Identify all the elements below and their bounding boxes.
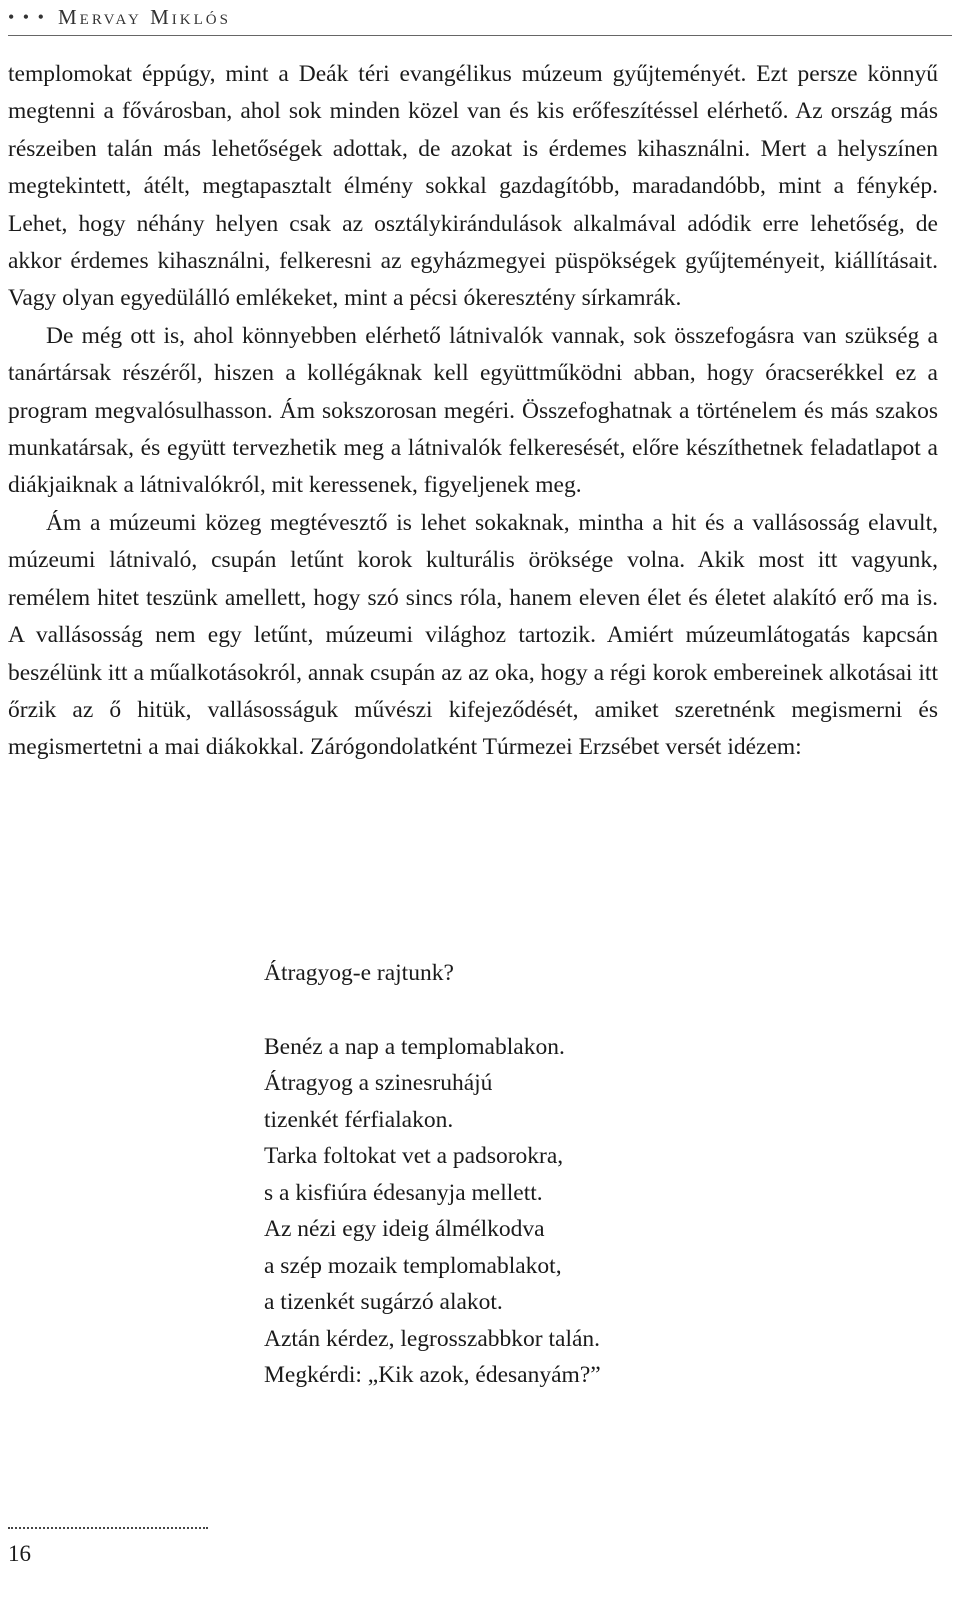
poem-line: a szép mozaik templomablakot, bbox=[264, 1252, 562, 1279]
paragraph-1: templomokat éppúgy, mint a Deák téri evangélikus múzeum gyűjteményét. Ezt persze könnyű megtenni a fővárosban, ahol sok minden közel van és kis erőfeszítéssel elérhető. Az ország más részeiben talán más lehetőségek adottak, de azokat is érdemes kihasználni. Mert a helyszínen megtekintett, átélt, megtapasztalt élmény sokkal gazdagítóbb, maradandóbb, mint a fénykép. Lehet, hogy néhány helyen csak az osztálykirándulások alkalmával adódik erre lehetőség, de akkor érdemes kihasználni, felkeresni az egyházmegyei püspökségek gyűjteményeit, kiállításait. Vagy olyan egyedülálló emlékeket, mint a pécsi ókeresztény sírkamrák. bbox=[8, 61, 938, 312]
poem-line: Megkérdi: „Kik azok, édesanyám?” bbox=[264, 1362, 601, 1388]
poem bbox=[264, 955, 601, 1394]
poem-line: a tizenkét sugárzó alakot. bbox=[264, 1289, 503, 1315]
paragraph-2: De még ott is, ahol könnyebben elérhető látnivalók vannak, sok összefogásra van szükség a tanártársak részéről, hiszen a kollégáknak kell együttműködni abban, hogy óracserékkel ez a program megvalósulhasson. Ám sokszorosan megéri. Összefoghatnak a történelem és más szakos munkatársak, és együtt tervezhetik meg a látnivalók felkeresését, előre készíthetnek feladatlapot a diákjaiknak a látnivalókról, mit keressenek, figyeljenek meg. bbox=[8, 322, 938, 499]
header-author-name: Mervay Miklós bbox=[58, 5, 231, 29]
poem-line: Tarka foltokat vet a padsorokra, bbox=[264, 1143, 564, 1169]
poem-title: Átragyog-e rajtunk? bbox=[264, 960, 454, 986]
poem-line: Benéz a nap a templomablakon. bbox=[264, 1033, 565, 1060]
poem-line: Aztán kérdez, legrosszabbkor talán. bbox=[264, 1325, 601, 1352]
poem-stanza bbox=[264, 1029, 601, 1394]
poem-line: tizenkét férfialakon. bbox=[264, 1106, 454, 1133]
poem-line: Átragyog a szinesruhájú bbox=[264, 1070, 493, 1096]
page-number: 16 bbox=[8, 1541, 31, 1566]
footer-dotted-rule bbox=[8, 1527, 208, 1529]
body-text bbox=[8, 56, 938, 767]
poem-line: Az nézi egy ideig álmélkodva bbox=[264, 1216, 545, 1242]
header-ornament: • • • bbox=[8, 7, 46, 27]
poem-line: s a kisfiúra édesanyja mellett. bbox=[264, 1179, 543, 1206]
running-header bbox=[8, 4, 952, 32]
paragraph-3: Ám a múzeumi közeg megtévesztő is lehet sokaknak, mintha a hit és a vallásosság elavult, múzeumi látnivaló, csupán letűnt korok kulturális öröksége volna. Akik most itt vagyunk, remélem hitet teszünk amellett, hogy szó sincs róla, hanem eleven élet és életet alakító erő ma is. A vallásosság nem egy letűnt, múzeumi világhoz tartozik. Amiért múzeumlátogatás kapcsán beszélünk itt a műalkotásokról, annak csupán az az oka, hogy a régi korok embereinek alkotásai itt őrzik az ő hitük, vallásosságuk művészi kifejeződését, amiket szeretnénk megismerni és megismertetni a mai diákokkal. Zárógondolatként Túrmezei Erzsébet versét idézem: bbox=[8, 509, 938, 761]
header-rule bbox=[8, 35, 952, 36]
